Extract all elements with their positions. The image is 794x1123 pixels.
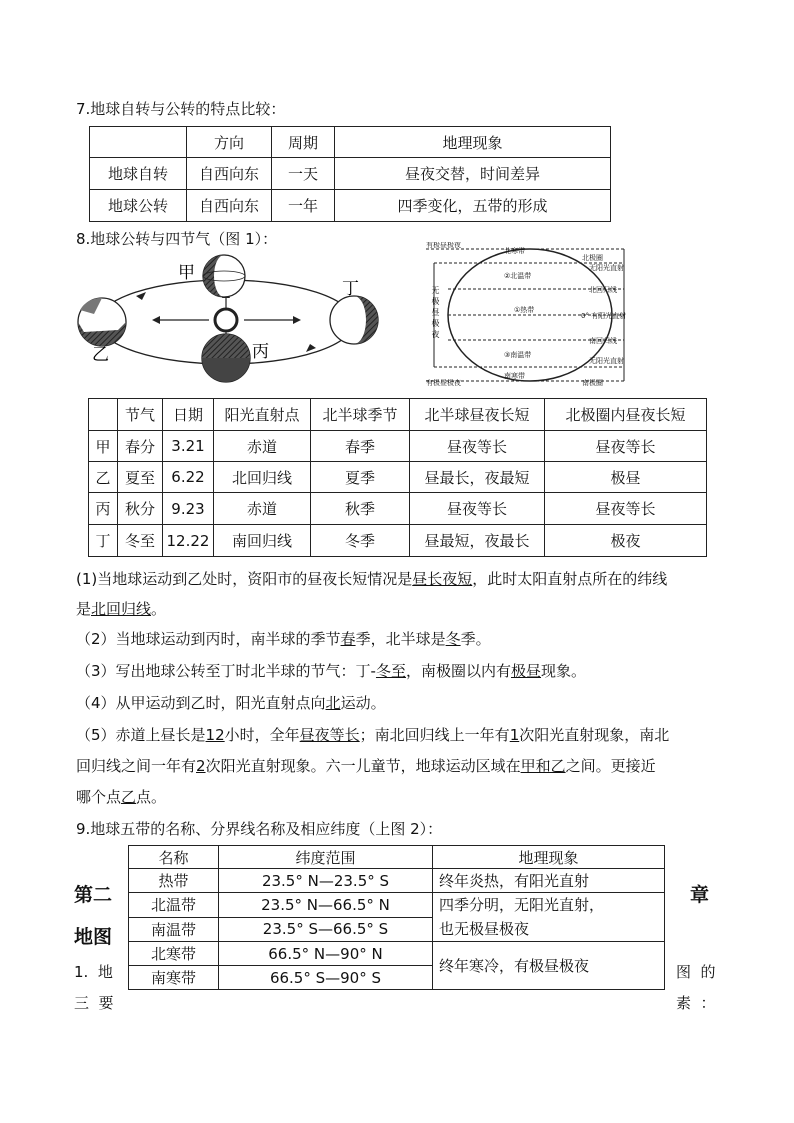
question-text: ；南北回归线上一年有 [359, 726, 510, 744]
table-header-cell: 节气 [118, 399, 163, 431]
side-text: 三 要 [74, 994, 114, 1012]
table-cell: 极夜 [545, 525, 707, 557]
answer-blank: 极昼 [511, 662, 542, 680]
question-text: 点。 [136, 788, 167, 806]
question-text: 回归线之间一年有 [76, 757, 197, 775]
table-row [90, 190, 611, 222]
table-cell: 终年炎热，有阳光直射 [433, 869, 665, 893]
zone-label: 有极昼极夜 [426, 379, 461, 387]
table-cell: 66.5° S—90° S [219, 966, 433, 990]
q8-title: 8.地球公转与四节气（图 1）： [76, 230, 278, 248]
question-text: （3）写出地球公转至丁时北半球的节气：丁- [76, 662, 376, 680]
table-header-cell: 名称 [129, 846, 219, 869]
chapter-heading-right: 章 [690, 884, 710, 906]
table-cell: 昼夜等长 [410, 493, 545, 525]
table-cell: 23.5° N—23.5° S [219, 869, 433, 893]
zone-vertical-label: 无极昼极夜 [431, 286, 440, 339]
table-cell-line: 四季分明，无阳光直射， [439, 896, 605, 914]
question-5-cont [76, 755, 656, 776]
table-cell: 春季 [311, 431, 410, 462]
table-cell: 甲 [89, 431, 118, 462]
table-cell: 昼夜等长 [410, 431, 545, 462]
table-cell: 乙 [89, 462, 118, 493]
label-jia: 甲 [178, 263, 195, 283]
orbit-figure [74, 252, 384, 384]
table-cell: 终年寒冷，有极昼极夜 [433, 942, 665, 990]
answer-blank: 乙 [121, 788, 137, 806]
table-cell: 6.22 [163, 462, 214, 493]
table-cell: 23.5° N—66.5° N [219, 893, 433, 918]
table-cell: 北回归线 [214, 462, 311, 493]
table-cell: 昼最短，夜最长 [410, 525, 545, 557]
table-cell: 秋季 [311, 493, 410, 525]
question-1 [76, 568, 667, 589]
table-cell: 昼最长，夜最短 [410, 462, 545, 493]
zone-label: ②北温带 [504, 272, 532, 280]
five-zones-table [128, 845, 665, 990]
answer-blank: 冬 [445, 630, 461, 648]
table-cell: 北温带 [129, 893, 219, 918]
table-cell: 自西向东 [187, 190, 272, 222]
table-header-cell: 纬度范围 [219, 846, 433, 869]
answer-blank: 冬至 [375, 662, 406, 680]
question-text: 季。 [460, 630, 491, 648]
answer-blank: 2 [196, 757, 206, 775]
zone-label: 南回归线 [589, 337, 617, 345]
table-cell: 夏季 [311, 462, 410, 493]
question-text: （2）当地球运动到丙时，南半球的季节 [76, 630, 341, 648]
question-text: 季，北半球是 [355, 630, 446, 648]
table-cell: 南温带 [129, 917, 219, 942]
earth-yi [78, 298, 126, 346]
earth-bing [202, 334, 250, 382]
label-yi: 乙 [92, 345, 109, 365]
rotation-revolution-table [89, 126, 611, 222]
table-header-cell: 周期 [272, 127, 335, 158]
zone-label: 0° 有阳光直射 [581, 312, 627, 320]
table-cell: 春分 [118, 431, 163, 462]
question-text: 次阳光直射现象，南北 [519, 726, 670, 744]
question-1-cont [76, 598, 166, 619]
zone-label: 无阳光直射 [589, 264, 624, 272]
table-cell: 昼夜等长 [545, 431, 707, 462]
earth-jia [203, 255, 245, 297]
zone-label: 北极圈 [582, 254, 603, 262]
answer-blank: 昼夜等长 [299, 726, 360, 744]
table-header-cell: 北半球季节 [311, 399, 410, 431]
seasons-table [88, 398, 707, 557]
table-cell: 热带 [129, 869, 219, 893]
question-text: 是 [76, 600, 92, 618]
table-row [129, 869, 665, 893]
zone-label: ①热带 [514, 306, 535, 314]
question-text: 运动。 [340, 694, 386, 712]
answer-blank: 北 [325, 694, 341, 712]
table-header-cell: 方向 [187, 127, 272, 158]
sun [215, 309, 237, 331]
q7-title: 7.地球自转与公转的特点比较： [76, 100, 286, 118]
table-row [89, 493, 707, 525]
question-5 [76, 724, 669, 745]
zone-label: 有极昼极夜 [426, 242, 461, 249]
question-text: （5）赤道上昼长是 [76, 726, 206, 744]
table-cell: 地球自转 [90, 158, 187, 190]
table-cell: 夏至 [118, 462, 163, 493]
label-bing: 丙 [252, 342, 269, 362]
table-cell: 四季变化，五带的形成 [335, 190, 611, 222]
question-text: ，此时太阳直射点所在的纬线 [472, 570, 668, 588]
table-cell: 自西向东 [187, 158, 272, 190]
table-cell: 赤道 [214, 431, 311, 462]
zone-label: 北回归线 [589, 286, 617, 294]
answer-blank: 北回归线 [91, 600, 152, 618]
table-header-cell [89, 399, 118, 431]
zone-label: 南寒带 [504, 372, 525, 380]
table-cell: 秋分 [118, 493, 163, 525]
table-cell-line: 也无极昼极夜 [439, 920, 530, 938]
question-text: 现象。 [541, 662, 587, 680]
answer-blank: 1 [509, 726, 520, 744]
side-text: 1. 地 [74, 963, 113, 981]
table-cell: 南寒带 [129, 966, 219, 990]
table-cell: 9.23 [163, 493, 214, 525]
table-row [89, 462, 707, 493]
table-cell: 地球公转 [90, 190, 187, 222]
answer-blank: 春 [340, 630, 356, 648]
question-2 [76, 628, 491, 649]
question-text: 小时，全年 [224, 726, 300, 744]
answer-blank: 昼长夜短 [412, 570, 473, 588]
table-cell: 冬季 [311, 525, 410, 557]
side-text: 图 的 [676, 963, 716, 981]
earth-ding [330, 296, 378, 344]
q9-title: 9.地球五带的名称、分界线名称及相应纬度（上图 2）： [76, 820, 443, 838]
zone-label: 北寒带 [504, 247, 525, 255]
question-text: 。 [151, 600, 167, 618]
question-text: (1)当地球运动到乙处时，资阳市的昼夜长短情况是 [76, 570, 413, 588]
table-row [90, 158, 611, 190]
table-cell: 12.22 [163, 525, 214, 557]
question-4 [76, 692, 386, 713]
table-cell: 昼夜交替，时间差异 [335, 158, 611, 190]
question-5-cont2 [76, 786, 166, 807]
question-text: ，南极圈以内有 [405, 662, 511, 680]
question-text: 哪个点 [76, 788, 122, 806]
table-header-cell: 北极圈内昼夜长短 [545, 399, 707, 431]
table-cell: 丁 [89, 525, 118, 557]
table-row [129, 893, 665, 918]
zone-label: ③南温带 [504, 351, 532, 359]
answer-blank: 12 [205, 726, 225, 744]
question-3 [76, 660, 586, 681]
table-cell: 南回归线 [214, 525, 311, 557]
label-ding: 丁 [342, 279, 359, 299]
table-cell [433, 893, 665, 942]
table-cell: 66.5° N—90° N [219, 942, 433, 966]
table-cell: 赤道 [214, 493, 311, 525]
table-row [89, 431, 707, 462]
chapter-heading-left: 第二 [74, 884, 113, 906]
table-cell: 北寒带 [129, 942, 219, 966]
zone-label: 无阳光直射 [589, 357, 624, 365]
table-cell: 昼夜等长 [545, 493, 707, 525]
five-zones-figure [424, 242, 638, 388]
chapter-heading-left: 地图 [74, 926, 113, 948]
answer-blank: 甲和乙 [520, 757, 566, 775]
table-header-cell [90, 127, 187, 158]
table-header-cell: 地理现象 [335, 127, 611, 158]
table-cell: 一天 [272, 158, 335, 190]
table-cell: 丙 [89, 493, 118, 525]
table-header-cell: 地理现象 [433, 846, 665, 869]
table-row [129, 942, 665, 966]
zone-label: 南极圈 [582, 379, 603, 387]
table-cell: 23.5° S—66.5° S [219, 917, 433, 942]
table-cell: 冬至 [118, 525, 163, 557]
question-text: 之间。更接近 [565, 757, 656, 775]
table-header-cell: 北半球昼夜长短 [410, 399, 545, 431]
table-header-cell: 阳光直射点 [214, 399, 311, 431]
table-cell: 3.21 [163, 431, 214, 462]
table-row [89, 525, 707, 557]
table-cell: 一年 [272, 190, 335, 222]
table-cell: 极昼 [545, 462, 707, 493]
question-text: 次阳光直射现象。六一儿童节，地球运动区域在 [205, 757, 521, 775]
side-text: 素 ： [676, 994, 716, 1012]
table-header-cell: 日期 [163, 399, 214, 431]
question-text: （4）从甲运动到乙时，阳光直射点向 [76, 694, 326, 712]
